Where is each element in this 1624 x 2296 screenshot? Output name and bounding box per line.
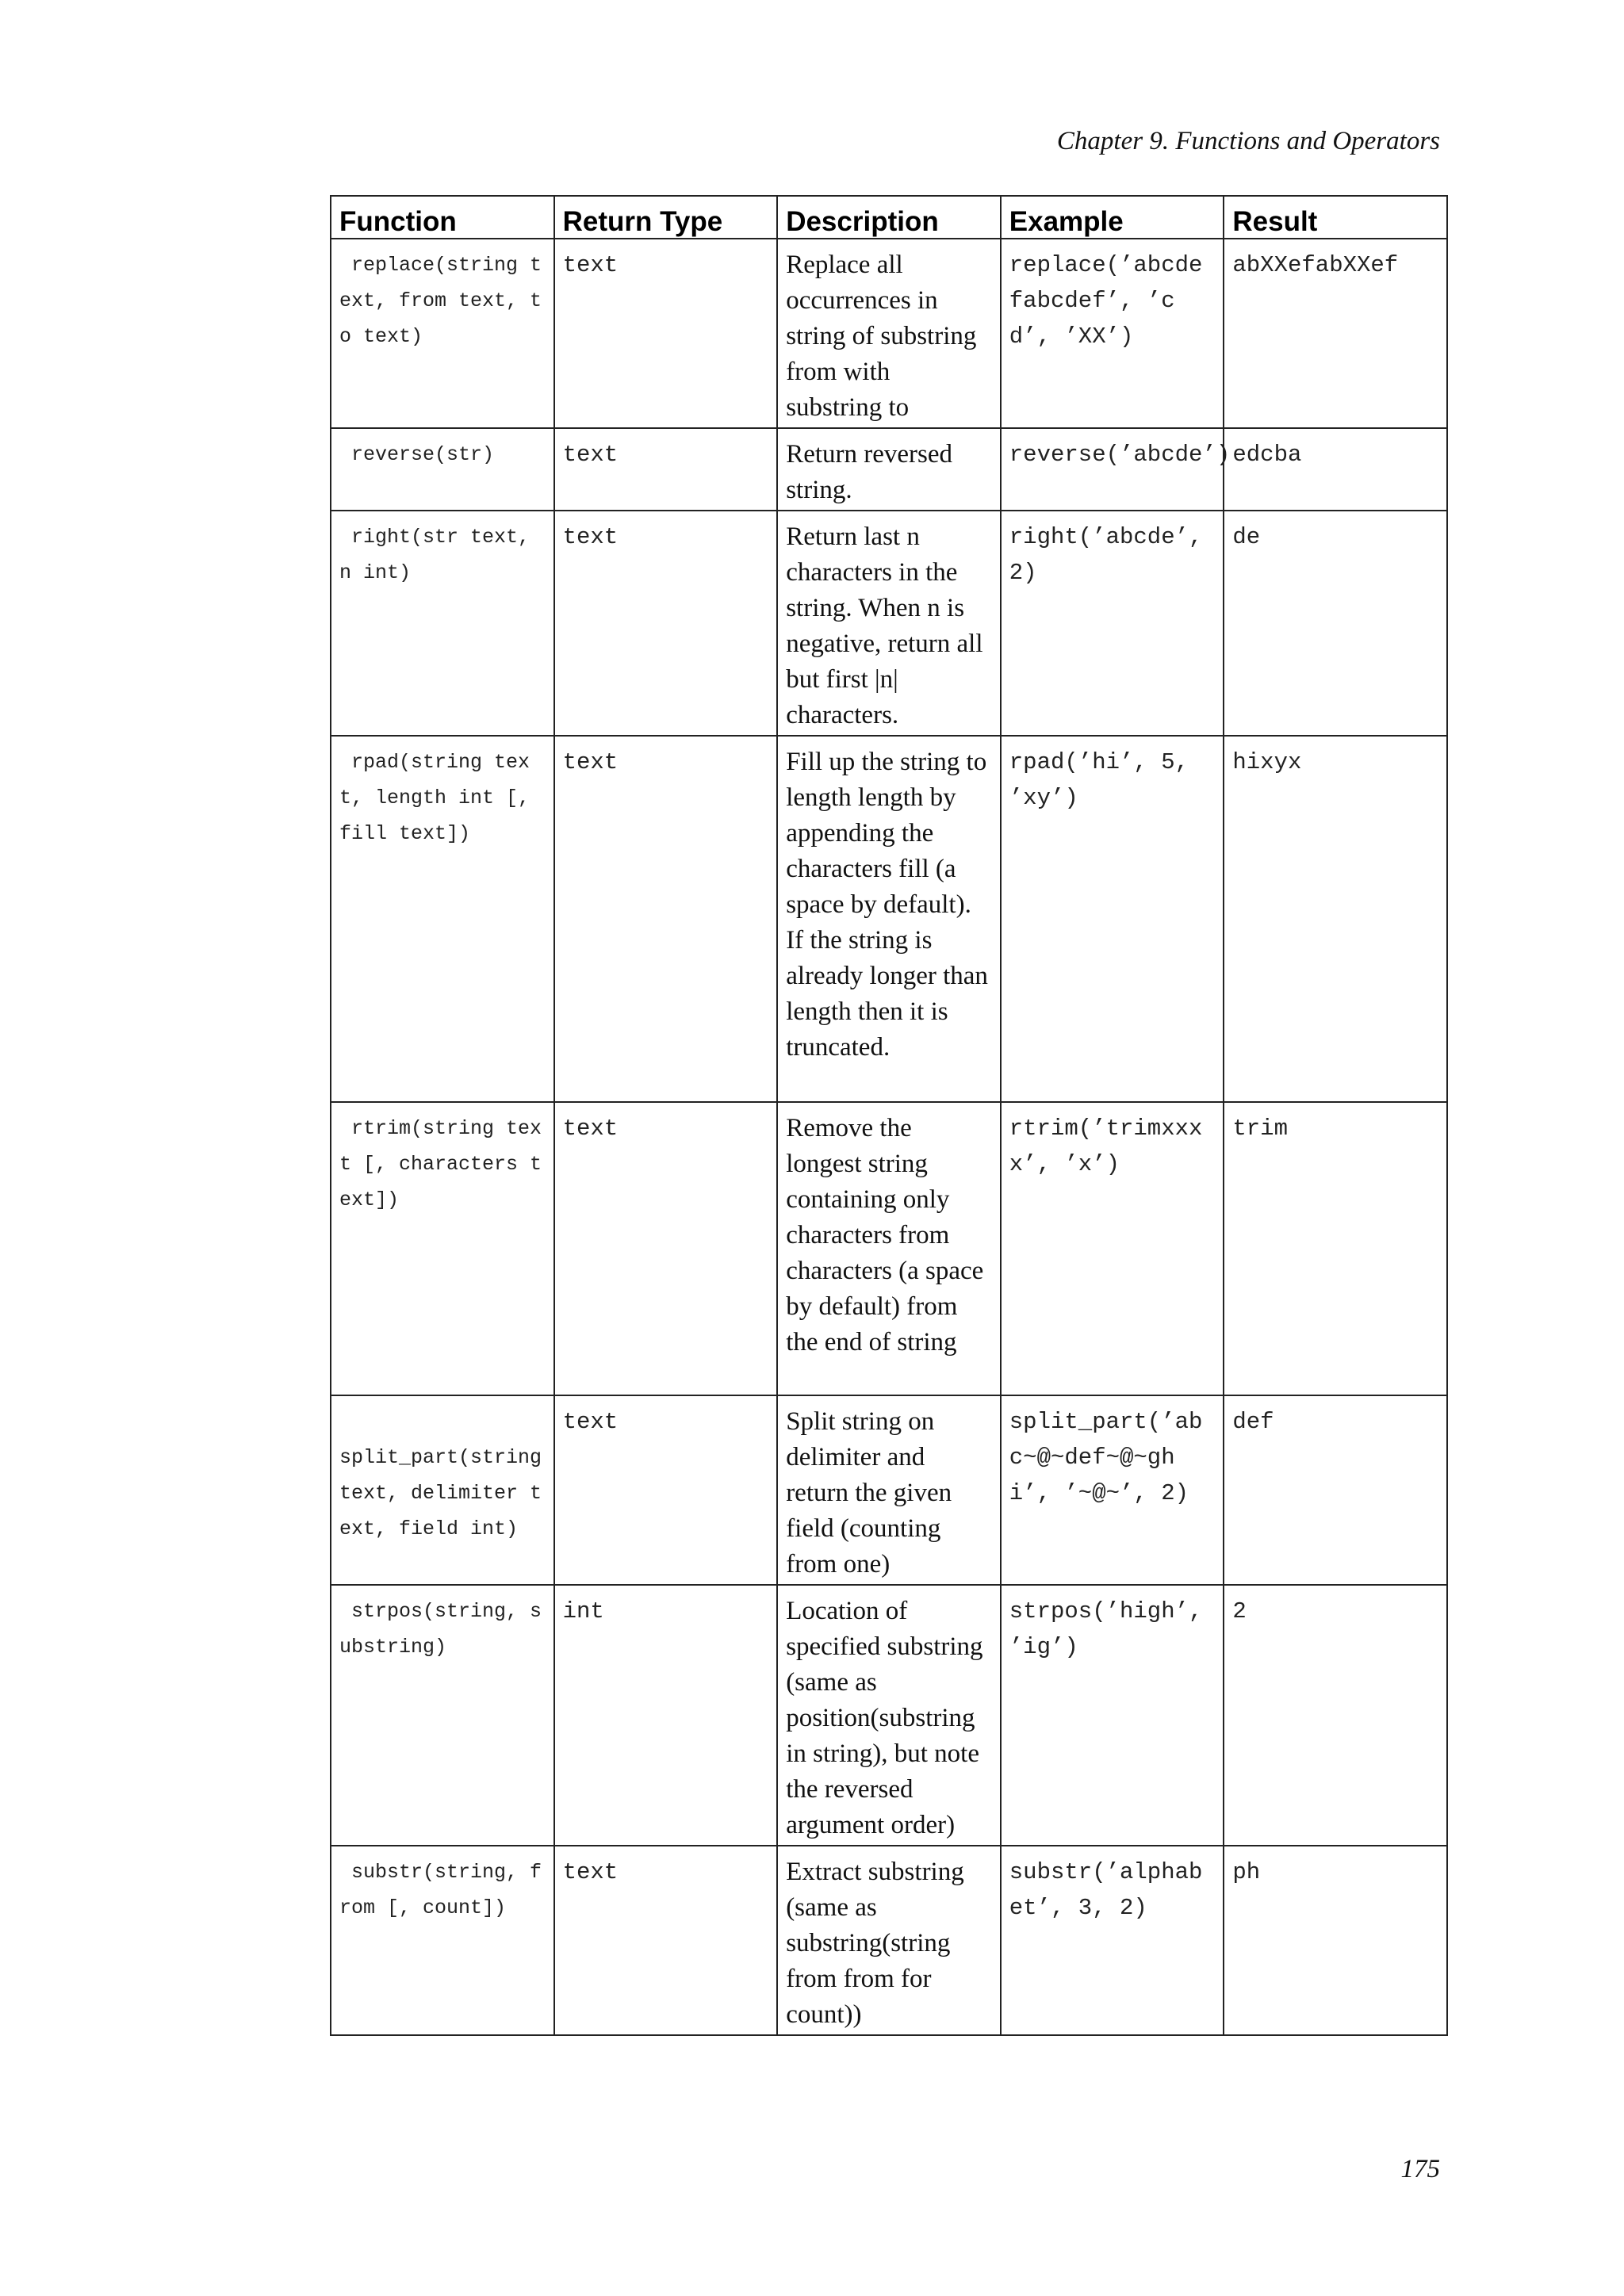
description: Return last n characters in the string. When n is negative, return all but first |n| characters.	[786, 522, 983, 729]
table-row	[331, 1102, 1447, 1395]
description: Replace all occurrences in string of substring from with substring to	[786, 251, 977, 422]
example: substr(’alphabet’, 3, 2)	[1009, 1859, 1203, 1921]
function-cell	[331, 1585, 554, 1846]
description: Return reversed string.	[786, 440, 953, 504]
result: ph	[1232, 1859, 1261, 1885]
return-type-cell	[554, 1846, 778, 2035]
return-type: text	[562, 1115, 619, 1142]
result-cell	[1224, 1585, 1447, 1846]
description: Split string on delimiter and return the given field (counting from one)	[786, 1407, 952, 1578]
description-cell	[777, 736, 1001, 1102]
result: trim	[1232, 1115, 1288, 1142]
table-header-row	[331, 196, 1447, 239]
return-type-cell	[554, 511, 778, 736]
example-cell	[1001, 511, 1224, 736]
example: rtrim(’trimxxxx’, ’x’)	[1009, 1115, 1203, 1177]
column-header-description: Description	[777, 196, 1001, 239]
table-row	[331, 511, 1447, 736]
result-cell	[1224, 511, 1447, 736]
return-type: text	[562, 1859, 619, 1885]
table-row	[331, 1395, 1447, 1585]
description-cell	[777, 1395, 1001, 1585]
return-type-cell	[554, 239, 778, 428]
return-type: int	[562, 1598, 604, 1624]
functions-table	[330, 195, 1448, 2036]
example: split_part(’abc~@~def~@~ghi’, ’~@~’, 2)	[1009, 1409, 1203, 1506]
result-cell	[1224, 1102, 1447, 1395]
example: strpos(’high’, ’ig’)	[1009, 1598, 1216, 1660]
description: Extract substring (same as substring(string from from for count))	[786, 1858, 964, 2029]
function-cell	[331, 511, 554, 736]
example-cell	[1001, 1102, 1224, 1395]
example: right(’abcde’, 2)	[1009, 524, 1216, 586]
table-row	[331, 736, 1447, 1102]
column-header-return-type: Return Type	[554, 196, 778, 239]
result-cell	[1224, 736, 1447, 1102]
table-row	[331, 1585, 1447, 1846]
description: Location of specified substring (same as position(substring in string), but note the reversed argument order)	[786, 1597, 983, 1839]
return-type: text	[562, 749, 619, 775]
return-type-cell	[554, 1395, 778, 1585]
return-type: text	[562, 442, 619, 468]
function-cell	[331, 1102, 554, 1395]
description-cell	[777, 1846, 1001, 2035]
description: Fill up the string to length length by appending the characters fill (a space by default). If the string is already longer than length then it is truncated.	[786, 748, 988, 1062]
result: edcba	[1232, 442, 1302, 468]
result: abXXefabXXef	[1232, 252, 1399, 278]
function-signature: reverse(str)	[339, 443, 495, 466]
function-cell	[331, 239, 554, 428]
return-type: text	[562, 524, 619, 550]
table-row	[331, 239, 1447, 428]
example-cell	[1001, 1585, 1224, 1846]
return-type-cell	[554, 736, 778, 1102]
result: de	[1232, 524, 1261, 550]
function-signature: rpad(string text, length int [, fill text])	[339, 751, 542, 845]
page-number: 175	[1400, 2155, 1440, 2183]
example: reverse(’abcde’)	[1009, 442, 1231, 468]
description-cell	[777, 511, 1001, 736]
function-signature: replace(string text, from text, to text)	[339, 254, 542, 348]
result-cell	[1224, 239, 1447, 428]
return-type-cell	[554, 1585, 778, 1846]
result-cell	[1224, 428, 1447, 511]
column-header-function: Function	[331, 196, 554, 239]
example: replace(’abcdefabcdef’, ’cd’, ’XX’)	[1009, 252, 1203, 350]
result-cell	[1224, 1395, 1447, 1585]
example-cell	[1001, 1395, 1224, 1585]
function-cell	[331, 428, 554, 511]
function-signature: substr(string, from [, count])	[339, 1861, 542, 1919]
table-row	[331, 428, 1447, 511]
description: Remove the longest string containing only characters from characters (a space by default) from the end of string	[786, 1114, 984, 1357]
function-signature: split_part(string text, delimiter text, field int)	[339, 1446, 554, 1540]
table-row	[331, 1846, 1447, 2035]
function-cell	[331, 1395, 554, 1585]
description-cell	[777, 1585, 1001, 1846]
return-type: text	[562, 252, 619, 278]
result: def	[1232, 1409, 1274, 1435]
result: hixyx	[1232, 749, 1302, 775]
example: rpad(’hi’, 5, ’xy’)	[1009, 749, 1203, 811]
description-cell	[777, 1102, 1001, 1395]
return-type: text	[562, 1409, 619, 1435]
function-cell	[331, 1846, 554, 2035]
example-cell	[1001, 736, 1224, 1102]
description-cell	[777, 239, 1001, 428]
result-cell	[1224, 1846, 1447, 2035]
function-cell	[331, 736, 554, 1102]
chapter-header: Chapter 9. Functions and Operators	[1056, 127, 1440, 155]
column-header-result: Result	[1224, 196, 1447, 239]
example-cell	[1001, 428, 1231, 511]
column-header-example: Example	[1001, 196, 1224, 239]
function-signature: rtrim(string text [, characters text])	[339, 1117, 542, 1211]
example-cell	[1001, 239, 1224, 428]
description-cell	[777, 428, 1001, 511]
example-cell	[1001, 1846, 1224, 2035]
return-type-cell	[554, 428, 778, 511]
function-signature: strpos(string, substring)	[339, 1600, 542, 1659]
return-type-cell	[554, 1102, 778, 1395]
result: 2	[1232, 1598, 1247, 1624]
function-signature: right(str text, n int)	[339, 526, 542, 584]
